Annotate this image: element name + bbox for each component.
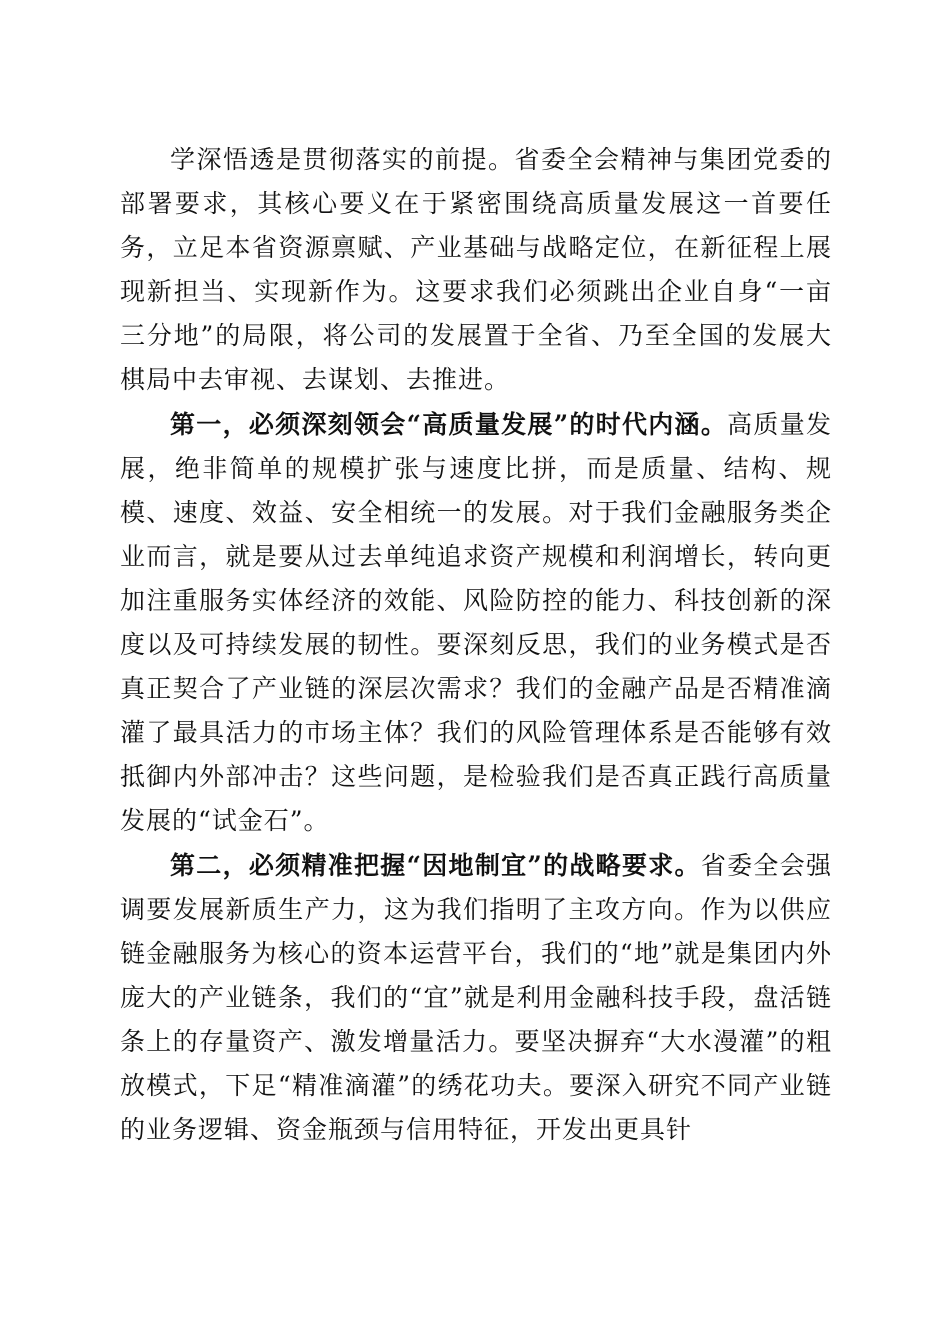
paragraph-first-point-lead: 第一，必须深刻领会“高质量发展”的时代内涵。 [170, 409, 728, 439]
paragraph-second-point-lead: 第二，必须精准把握“因地制宜”的战略要求。 [170, 850, 701, 880]
paragraph-second-point-text: 省委全会强调要发展新质生产力，这为我们指明了主攻方向。作为以供应链金融服务为核心的资本运营平台，我们的“地”就是集团内外庞大的产业链条，我们的“宜”就是利用金融科技手段，盘活链条上的存量资产、激发增量活力。要坚决摒弃“大水漫灌”的粗放模式，下足“精准滴灌”的绣花功夫。要深入研究不同产业链的业务逻辑、资金瓶颈与信用特征，开发出更具针 [120, 850, 832, 1145]
paragraph-first-point [120, 403, 832, 844]
paragraph-first-point-text: 高质量发展，绝非简单的规模扩张与速度比拼，而是质量、结构、规模、速度、效益、安全相统一的发展。对于我们金融服务类企业而言，就是要从过去单纯追求资产规模和利润增长，转向更加注重服务实体经济的效能、风险防控的能力、科技创新的深度以及可持续发展的韧性。要深刻反思，我们的业务模式是否真正契合了产业链的深层次需求？我们的金融产品是否精准滴灌了最具活力的市场主体？我们的风险管理体系是否能够有效抵御内外部冲击？这些问题，是检验我们是否真正践行高质量发展的“试金石”。 [120, 409, 832, 836]
paragraph-second-point [120, 844, 832, 1153]
document-body [120, 138, 832, 1152]
paragraph-intro [120, 138, 832, 403]
paragraph-intro-text: 学深悟透是贯彻落实的前提。省委全会精神与集团党委的部署要求，其核心要义在于紧密围绕高质量发展这一首要任务，立足本省资源禀赋、产业基础与战略定位，在新征程上展现新担当、实现新作为。这要求我们必须跳出企业自身“一亩三分地”的局限，将公司的发展置于全省、乃至全国的发展大棋局中去审视、去谋划、去推进。 [120, 145, 832, 395]
